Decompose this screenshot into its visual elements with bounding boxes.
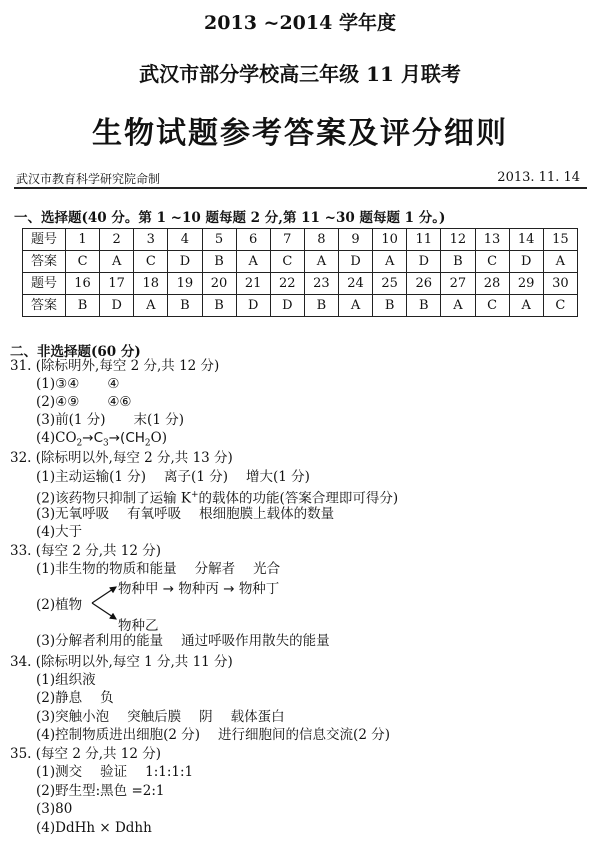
q33-answer-1: (1)非生物的物质和能量 分解者 光合 [36,561,281,577]
answer-cell: A [100,251,134,273]
answer-cell: A [339,295,373,317]
answer-cell: D [509,251,543,273]
question-number: 7 [270,229,304,251]
food-chain-top [118,577,279,597]
question-number: 27 [441,273,475,295]
q34-answer-2: (2)静息 负 [36,690,114,706]
branch-arrows-icon [90,582,120,624]
q33-header: 33. (每空 2 分,共 12 分) [10,543,162,559]
answer-cell: B [202,295,236,317]
arrow-right-icon: → [223,581,235,597]
arrow-right-icon: → [162,581,175,597]
school-year: 2013 ~2014 学年度 [204,12,396,34]
q32-answer-3: (3)无氧呼吸 有氧呼吸 根细胞膜上载体的数量 [36,506,335,522]
answer-cell: B [202,251,236,273]
q34-header: 34. (除标明以外,每空 1 分,共 11 分) [10,654,233,670]
row-label: 答案 [23,295,66,317]
question-number: 24 [339,273,373,295]
answer-cell: C [270,251,304,273]
question-number: 20 [202,273,236,295]
question-number: 22 [270,273,304,295]
q32-answer-2: (2)该药物只抑制了运输 K+的载体的功能(答案合理即可得分) [36,490,399,507]
question-number: 3 [134,229,168,251]
answer-cell: A [543,251,577,273]
question-number: 15 [543,229,577,251]
question-number: 26 [407,273,441,295]
answer-cell: B [66,295,100,317]
answer-cell: A [236,251,270,273]
q31-answer-1: (1)③④ ④ [36,376,120,392]
answer-cell: B [168,295,202,317]
header-divider [14,187,587,189]
question-number: 18 [134,273,168,295]
q31-answer-4: $(4)CO_2\to C_3\to(CH_2O)$ [36,430,167,449]
answer-cell: B [373,295,407,317]
table-row-numbers-2 [23,273,578,295]
question-number: 4 [168,229,202,251]
answer-cell: A [373,251,407,273]
answer-cell: D [236,295,270,317]
answer-cell: A [509,295,543,317]
species-d: 物种丁 [238,581,280,597]
species-b: 物种乙 [118,618,159,634]
question-number: 11 [407,229,441,251]
q32-header: 32. (除标明以外,每空 2 分,共 13 分) [10,450,233,466]
answer-cell: A [134,295,168,317]
question-number: 30 [543,273,577,295]
q31-header: 31. (除标明外,每空 2 分,共 12 分) [10,358,220,374]
q31-answer-3: (3)前(1 分) 末(1 分) [36,412,184,428]
row-label: 题号 [23,229,66,251]
q33-answer-2-label: (2)植物 [36,597,83,613]
answer-table [22,228,578,317]
answer-cell: C [543,295,577,317]
question-number: 6 [236,229,270,251]
table-row-answers-1 [23,251,578,273]
q31-answer-2: (2)④⑨ ④⑥ [36,394,132,410]
answer-cell: C [66,251,100,273]
q35-answer-3: (3)80 [36,801,73,817]
question-number: 19 [168,273,202,295]
question-number: 13 [475,229,509,251]
species-c: 物种丙 [178,581,219,597]
question-number: 28 [475,273,509,295]
page-title: 生物试题参考答案及评分细则 [92,116,508,151]
q34-answer-4: (4)控制物质进出细胞(2 分) 进行细胞间的信息交流(2 分) [36,727,390,743]
answer-cell: B [304,295,338,317]
q35-header: 35. (每空 2 分,共 12 分) [10,746,162,762]
question-number: 5 [202,229,236,251]
q34-answer-3: (3)突触小泡 突触后膜 阴 载体蛋白 [36,709,285,725]
table-row-numbers-1 [23,229,578,251]
answer-cell: B [441,251,475,273]
question-number: 12 [441,229,475,251]
answer-cell: A [441,295,475,317]
row-label: 题号 [23,273,66,295]
issuer: 武汉市教育科学研究院命制 [16,172,161,186]
date: 2013. 11. 14 [497,170,580,185]
q34-answer-1: (1)组织液 [36,672,96,688]
question-number: 25 [373,273,407,295]
answer-cell: C [475,295,509,317]
question-number: 16 [66,273,100,295]
row-label: 答案 [23,251,66,273]
question-number: 9 [339,229,373,251]
answer-cell: D [270,295,304,317]
question-number: 23 [304,273,338,295]
answer-cell: C [134,251,168,273]
question-number: 2 [100,229,134,251]
q35-answer-2: (2)野生型:黑色 =2:1 [36,783,165,799]
table-row-answers-2 [23,295,578,317]
question-number: 1 [66,229,100,251]
answer-cell: A [304,251,338,273]
q35-answer-1: (1)测交 验证 1:1:1:1 [36,764,194,780]
answer-cell: D [407,251,441,273]
exam-name: 武汉市部分学校高三年级 11 月联考 [139,62,461,86]
section1-title: 一、选择题(40 分。第 1 ~10 题每题 2 分,第 11 ~30 题每题 1 分。) [14,210,446,226]
answer-cell: D [100,295,134,317]
section2-title: 二、非选择题(60 分) [10,344,141,360]
q33-answer-3: (3)分解者利用的能量 通过呼吸作用散失的能量 [36,633,330,649]
answer-cell: C [475,251,509,273]
answer-cell: D [339,251,373,273]
species-a: 物种甲 [118,581,159,597]
question-number: 14 [509,229,543,251]
q32-answer-4: (4)大于 [36,524,83,540]
question-number: 21 [236,273,270,295]
q32-answer-1: (1)主动运输(1 分) 离子(1 分) 增大(1 分) [36,469,310,485]
answer-cell: D [168,251,202,273]
answer-cell: B [407,295,441,317]
question-number: 10 [373,229,407,251]
question-number: 8 [304,229,338,251]
question-number: 29 [509,273,543,295]
question-number: 17 [100,273,134,295]
q35-answer-4: (4)DdHh × Ddhh [36,820,152,836]
